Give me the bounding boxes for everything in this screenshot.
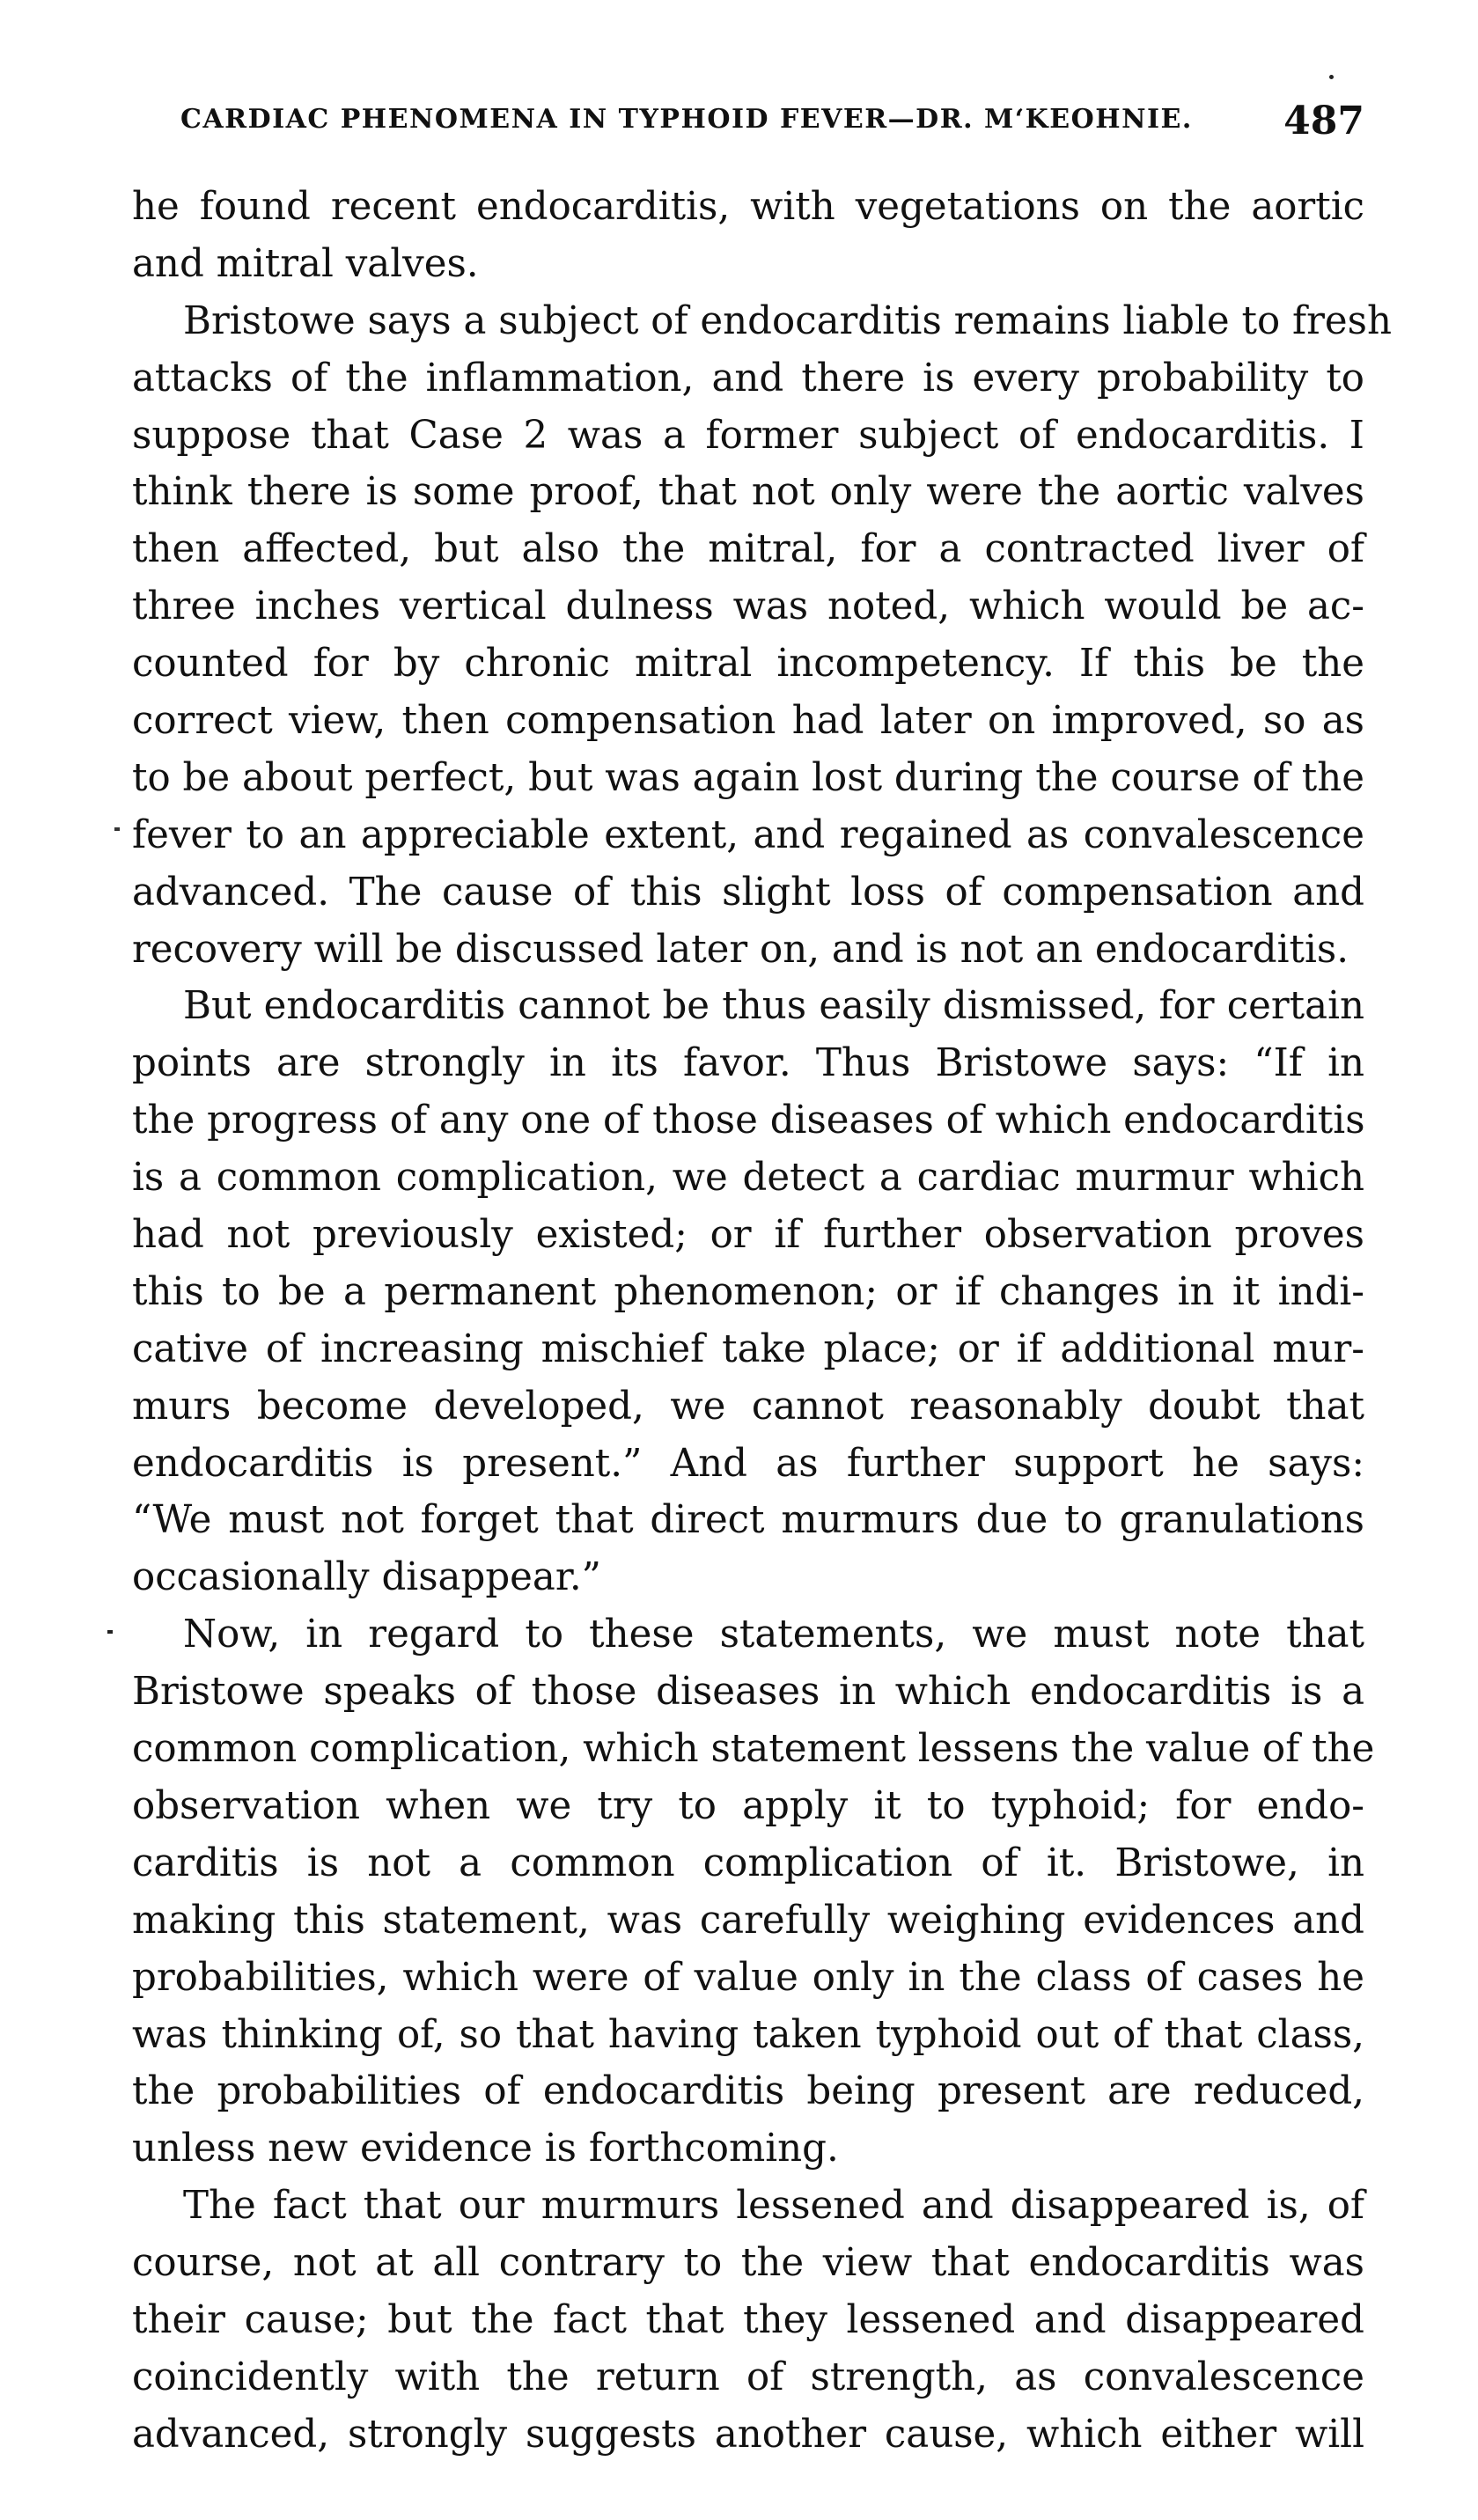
running-title: CARDIAC PHENOMENA IN TYPHOID FEVER—DR. M‘KEOHNIE. [180, 104, 1193, 135]
text-line: recovery will be discussed later on, and is not an endocarditis. [132, 927, 1349, 972]
text-line: the progress of any one of those diseases of which endocarditis [132, 1098, 1365, 1143]
text-line: But endocarditis cannot be thus easily dismissed, for certain [183, 984, 1364, 1029]
text-line: advanced. The cause of this slight loss of compensation and [132, 870, 1364, 915]
page-number: 487 [1283, 99, 1364, 143]
text-line: occasionally disappear.” [132, 1555, 601, 1600]
text-line: probabilities, which were of value only in the class of cases he [132, 1955, 1364, 2000]
text-line: then affected, but also the mitral, for a contracted liver of [132, 527, 1364, 572]
text-line: their cause; but the fact that they lessened and disappeared [132, 2297, 1364, 2342]
text-line: had not previously existed; or if further observation proves [132, 1213, 1364, 1258]
text-line: correct view, then compensation had later on improved, so as [132, 699, 1364, 744]
margin-ink-mark [107, 1630, 113, 1634]
text-line: to be about perfect, but was again lost during the course of the [132, 755, 1364, 800]
running-head [132, 99, 1364, 151]
text-line: this to be a permanent phenomenon; or if changes in it indi- [132, 1269, 1364, 1314]
text-line: he found recent endocarditis, with vegetations on the aortic [132, 185, 1364, 229]
text-line: points are strongly in its favor. Thus Bristowe says: “If in [132, 1041, 1364, 1086]
paragraph [132, 1606, 1375, 2178]
text-line: observation when we try to apply it to typhoid; for endo- [132, 1783, 1364, 1828]
text-line: the probabilities of endocarditis being present are reduced, [132, 2069, 1364, 2114]
paragraph [132, 2178, 1364, 2463]
text-line: murs become developed, we cannot reasonably doubt that [132, 1384, 1364, 1429]
stray-ink-mark [1329, 75, 1334, 79]
text-line: attacks of the inflammation, and there is every probability to [132, 356, 1364, 400]
text-line: cative of increasing mischief take place; or if additional mur- [132, 1326, 1364, 1371]
margin-ink-mark [114, 827, 120, 831]
text-line: carditis is not a common complication of it. Bristowe, in [132, 1840, 1364, 1885]
text-line: unless new evidence is forthcoming. [132, 2127, 839, 2171]
text-line: is a common complication, we detect a cardiac murmur which [132, 1156, 1364, 1201]
text-line: think there is some proof, that not only were the aortic valves [132, 470, 1364, 515]
text-line: course, not at all contrary to the view that endocarditis was [132, 2241, 1364, 2286]
text-line: was thinking of, so that having taken typhoid out of that class, [132, 2012, 1364, 2057]
text-line: Bristowe speaks of those diseases in which endocarditis is a [132, 1670, 1364, 1715]
text-line: endocarditis is present.” And as further support he says: [132, 1441, 1364, 1486]
text-line: “We must not forget that direct murmurs due to granulations [132, 1498, 1364, 1543]
paragraph [132, 179, 1364, 293]
text-line: suppose that Case 2 was a former subject of endocarditis. I [132, 413, 1364, 458]
body-text [132, 179, 1392, 2464]
text-line: coincidently with the return of strength, as convalescence [132, 2355, 1364, 2399]
text-line: fever to an appreciable extent, and regained as convalescence [132, 812, 1364, 857]
text-line: common complication, which statement lessens the value of the [132, 1727, 1375, 1772]
text-line: advanced, strongly suggests another cause, which either will [132, 2412, 1364, 2457]
text-line: The fact that our murmurs lessened and disappeared is, of [183, 2184, 1364, 2229]
text-line: counted for by chronic mitral incompetency. If this be the [132, 642, 1364, 687]
text-line: making this statement, was carefully weighing evidences and [132, 1898, 1364, 1943]
text-line: and mitral valves. [132, 241, 479, 286]
text-line: three inches vertical dulness was noted, which would be ac- [132, 584, 1364, 629]
paragraph [132, 293, 1392, 979]
text-line: Bristowe says a subject of endocarditis remains liable to fresh [183, 298, 1392, 343]
text-line: Now, in regard to these statements, we must note that [183, 1613, 1364, 1657]
paragraph [132, 978, 1364, 1606]
